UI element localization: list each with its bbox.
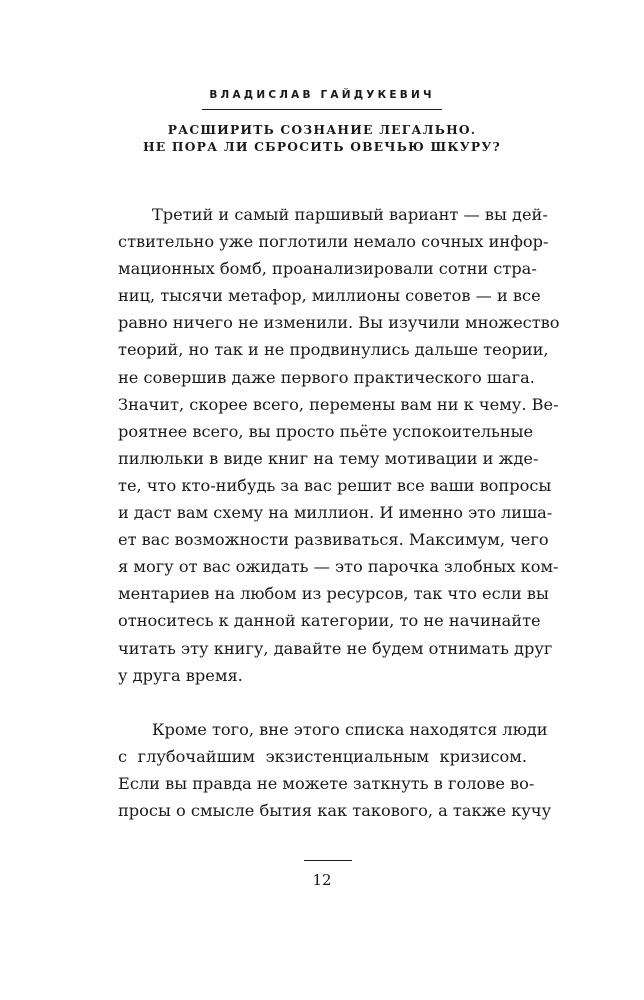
book-title [0, 121, 644, 155]
text-line: Третий и самый паршивый вариант — вы дей- [152, 205, 548, 224]
text-line: Кроме того, вне этого списка находятся люди [152, 719, 548, 739]
paragraph-gap [118, 689, 527, 716]
text-line: роятнее всего, вы просто пьёте успокоительные [118, 421, 534, 441]
text-line: не совершив даже первого практического шага. [118, 367, 535, 387]
text-line: просы о смысле бытия как такового, а также кучу [118, 801, 552, 821]
text-line: ниц, тысячи метафор, миллионы советов — и все [118, 286, 541, 306]
book-title-line: НЕ ПОРА ЛИ СБРОСИТЬ ОВЕЧЬЮ ШКУРУ? [143, 139, 501, 154]
text-line: теорий, но так и не продвинулись дальше теории, [118, 340, 549, 360]
text-line: мационных бомб, проанализировали сотни стра- [118, 259, 537, 279]
text-line: те, что кто-нибудь за вас решит все ваши вопросы [118, 475, 552, 495]
running-header [0, 88, 644, 155]
text-line: ет вас возможности развиваться. Максимум, чего [118, 530, 549, 550]
text-line: читать эту книгу, давайте не будем отнимать друг [118, 638, 553, 658]
paragraph-1 [118, 201, 560, 689]
text-line: относитесь к данной категории, то не начинайте [118, 611, 541, 631]
text-line: и даст вам схему на миллион. И именно это лиша- [118, 503, 553, 523]
footer-divider [304, 860, 352, 861]
paragraph-2 [118, 716, 552, 824]
text-line: я могу от вас ожидать — это парочка злобных ком- [118, 557, 559, 577]
book-title-line: РАСШИРИТЬ СОЗНАНИЕ ЛЕГАЛЬНО. [167, 122, 477, 137]
text-line: ментариев на любом из ресурсов, так что если вы [118, 584, 549, 604]
page-number: 12 [312, 871, 332, 889]
text-line: пилюльки в виде книг на тему мотивации и жде- [118, 448, 539, 468]
text-line: ствительно уже поглотили немало сочных инфор- [118, 232, 549, 252]
text-line: Значит, скорее всего, перемены вам ни к чему. Ве- [118, 394, 559, 414]
text-line: с глубочайшим экзистенциальным кризисом. [118, 746, 527, 766]
text-line: Если вы правда не можете заткнуть в голове во- [118, 773, 535, 793]
text-line: равно ничего не изменили. Вы изучили множество [118, 313, 560, 333]
author-name: ВЛАДИСЛАВ ГАЙДУКЕВИЧ [209, 89, 435, 101]
text-line: у друга время. [118, 665, 243, 685]
header-divider [202, 109, 442, 110]
body-text [118, 201, 560, 824]
